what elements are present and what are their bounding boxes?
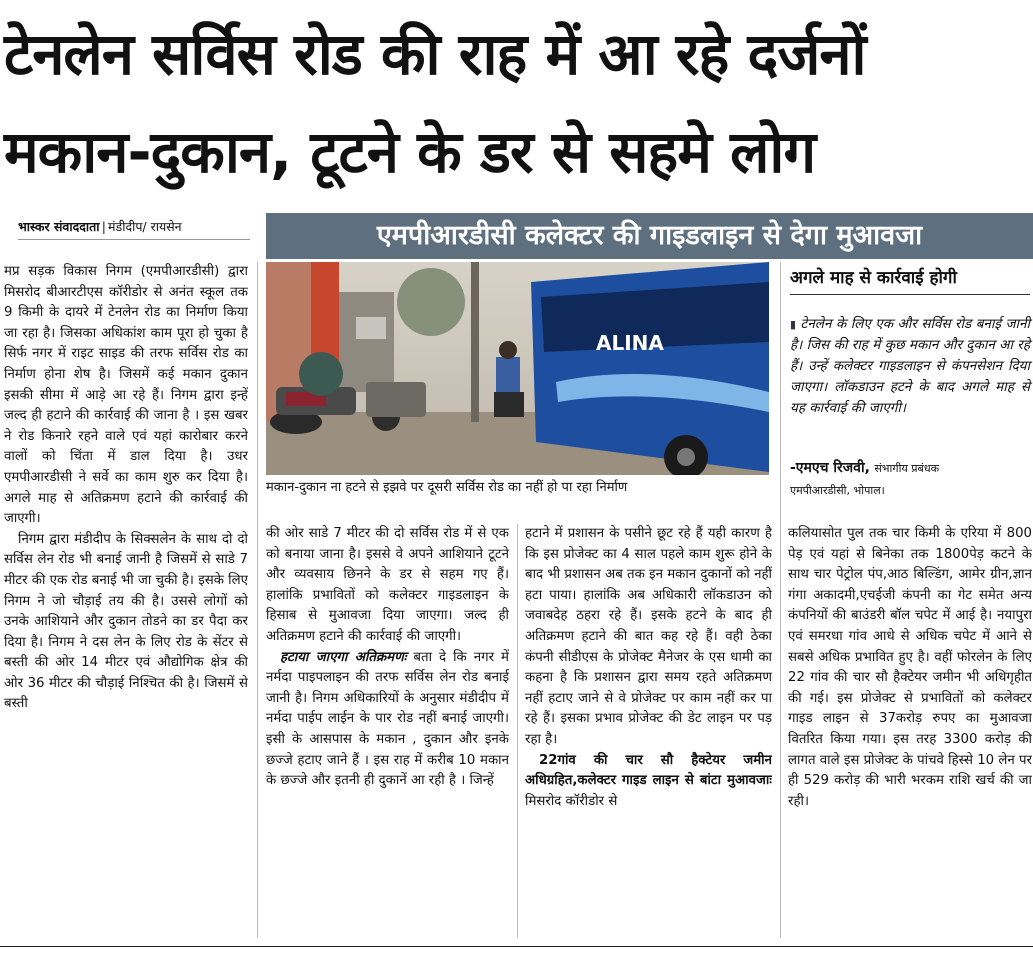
sidebar-person-role: संभागीय प्रबंधक — [874, 462, 940, 475]
street-bus-scene-illustration — [266, 262, 769, 475]
paragraph: हटाने में प्रशासन के पसीने छूट रहे हैं यही कारण है कि इस प्रोजेक्ट का 4 साल पहले काम शुरू होने के बाद भी प्रशासन अब तक इन मकान दुकानों को नहीं हटा पाया। हालांकि अब अधिकारी लॉकडाउन को जवाबदेह ठहरा रहे हैं। इसके हटने के बाद ही अतिक्रमण हटाने की बात कह रहे हैं। वही ठेका कंपनी सीडीएस के प्रोजेक्ट मैनेजर के एस धामी का कहना है कि प्रशासन द्वारा समय रहते अतिक्रमण नहीं हटाए जाने से वे प्रोजेक्ट पर काम नहीं कर पा रहे हैं। इसका प्रभाव प्रोजेक्ट की डेट लाइन पर पड़ रहा है। — [525, 526, 772, 747]
sidebar-person-name: -एमएच रिजवी, — [790, 460, 870, 476]
column-divider — [257, 262, 258, 938]
article-column-4 — [788, 524, 1032, 938]
quote-bullet-icon: ▮ — [790, 318, 797, 331]
article-column-2 — [266, 524, 509, 938]
headline-line-2: मकान-दुकान, टूटने के डर से सहमे लोग — [4, 118, 816, 186]
subheading: हटाया जाएगा अतिक्रमणः — [280, 649, 407, 665]
paragraph: कलियासोत पुल तक चार किमी के एरिया में 800 पेड़ एवं यहां से बिनेका तक 1800पेड़ कटने के साथ चार पेट्रोल पंप,आठ बिल्डिंग, आमेर ग्रीन,ज्ञान गंगा अकादमी,एचईजी कंपनी का गेट समेत अन्य कंपनियों की बाउंडरी बॉल चपेट में आई है। नयापुरा एवं समरधा गांव आधे से अधिक चपेट में आने से सबसे अधिक प्रभावित हुए है। वहीं फोरलेन के लिए 22 गांव की चार सौ हैक्टेयर जमीन भी अधिगृहीत की गई। इस प्रोजेक्ट से प्रभावितों को कलेक्टर गाइड लाइन से 37करोड़ रुपए का मुआवजा वितरित किया गया। इस तरह 3300 करोड़ की लागत वाले इस प्रोजेक्ट के पांचवे हिस्से 10 लेन पर ही 529 करोड़ की भारी भरकम राशि खर्च की जा रही। — [788, 526, 1032, 809]
paragraph: निगम द्वारा मंडीदीप के सिक्सलेन के साथ दो दो सर्विस लेन रोड भी बनाई जानी है जिसमें से साडे 7 मीटर की एक रोड बनाई भी जा चुकी है। इसके लिए निगम ने जो चौड़ाई तय की है। उससे लोगों को उनके आशियाने और दुकान तोडने का डर पैदा कर दिया है। निगम ने दस लेन के लिए रोड के सेंटर से बस्ती की ओर 14 मीटर एवं औद्योगिक क्षेत्र की ओर 36 मीटर की चौड़ाई निश्चित की है। जिसमें से बस्ती — [4, 531, 248, 712]
byline — [18, 218, 250, 240]
article-column-3 — [525, 524, 772, 938]
byline-location: मंडीदीप/ रायसेन — [108, 219, 182, 234]
sidebar-title: अगले माह से कार्रवाई होगी — [790, 266, 1030, 295]
paragraph: की ओर साडे 7 मीटर की दो सर्विस रोड में से एक को बनाया जाना है। इससे वे अपने आशियाने टूटने और व्यवसाय छिनने के डर से सहम गए हैं। हालांकि प्रभावितों को कलेक्टर गाइडलाइन के हिसाब से मुआवजा दिया जाएगा। जल्द ही अतिक्रमण हटाने की कार्रवाई की जाएगी। — [266, 526, 509, 644]
sidebar-quote-text: टेनलेन के लिए एक और सर्विस रोड बनाई जानी है। जिस की राह में कुछ मकान और दुकान आ रहे हैं। उन्हें कलेक्टर गाइडलाइन से कंपनसेशन दिया जाएगा। लॉकडाउन हटने के बाद अगले माह से यह कार्रवाई की जाएगी। — [790, 316, 1030, 416]
article-column-1 — [4, 262, 248, 938]
bottom-rule — [0, 946, 1033, 947]
paragraph-with-subhead — [266, 648, 509, 792]
subheading: 22गांव की चार सौ हैक्टेयर जमीन अधिग्रहित,कलेक्टर गाइड लाइन से बांटा मुआवजाः — [525, 752, 772, 789]
paragraph-text: मिसरोद कॉरीडोर से — [525, 793, 618, 809]
bus-name-text: ALINA — [596, 331, 664, 355]
sidebar-organization: एमपीआरडीसी, भोपाल। — [790, 484, 885, 497]
sidebar-quote — [790, 314, 1030, 419]
byline-reporter: भास्कर संवाददाता — [18, 219, 100, 234]
column-divider — [780, 262, 781, 938]
news-photo — [266, 262, 769, 475]
section-banner: एमपीआरडीसी कलेक्टर की गाइडलाइन से देगा मुआवजा — [266, 213, 1033, 259]
paragraph: मप्र सड़क विकास निगम (एमपीआरडीसी) द्वारा मिसरोद बीआरटीएस कॉरीडोर से अनंत स्कूल तक 9 किमी के दायरे में टेनलेन रोड का निर्माण किया जा रहा है। जिसका अधिकांश काम पूरा हो चुका है सिर्फ नगर में राइट साइड की तरफ सर्विस रोड का निर्माण होना शेष है। जिसमें कई मकान दुकान इसकी सीमा में आड़े आ रहे हैं। निगम द्वारा इन्हें जल्द ही हटाने की कार्रवाई की जाना है । इस खबर ने रोड किनारे रहने वाले एवं यहां कारोबार करने वालों को चिंता में डाल दिया है। उधर एमपीआरडीसी ने सर्वे का काम शुरु कर दिया है। अगले माह से अतिक्रमण हटाने की कार्रवाई की जाएगी। — [4, 264, 248, 527]
byline-separator: | — [101, 219, 107, 234]
paragraph-text: बता दे कि नगर में नर्मदा पाइपलाइन की तरफ सर्विस लेन रोड बनाई जानी है। निगम अधिकारियों के अनुसार मंडीदीप में नर्मदा पाईप लाईन के पार रोड नहीं बनाई जाएगी। इसी के आसपास के मकान , दुकान और इनके छज्जे हटाए जाने हैं । इस राह में करीब 10 मकान के छज्जे और इतनी ही दुकानें आ रही है । जिन्हें — [266, 649, 509, 789]
column-divider — [517, 524, 518, 938]
photo-caption: मकान-दुकान ना हटने से इझवे पर दूसरी सर्विस रोड का नहीं हो पा रहा निर्माण — [266, 480, 628, 495]
paragraph-with-subhead — [525, 751, 772, 813]
headline-line-1: टेनलेन सर्विस रोड की राह में आ रहे दर्जनों — [4, 20, 866, 88]
sidebar-attribution — [790, 458, 1030, 479]
